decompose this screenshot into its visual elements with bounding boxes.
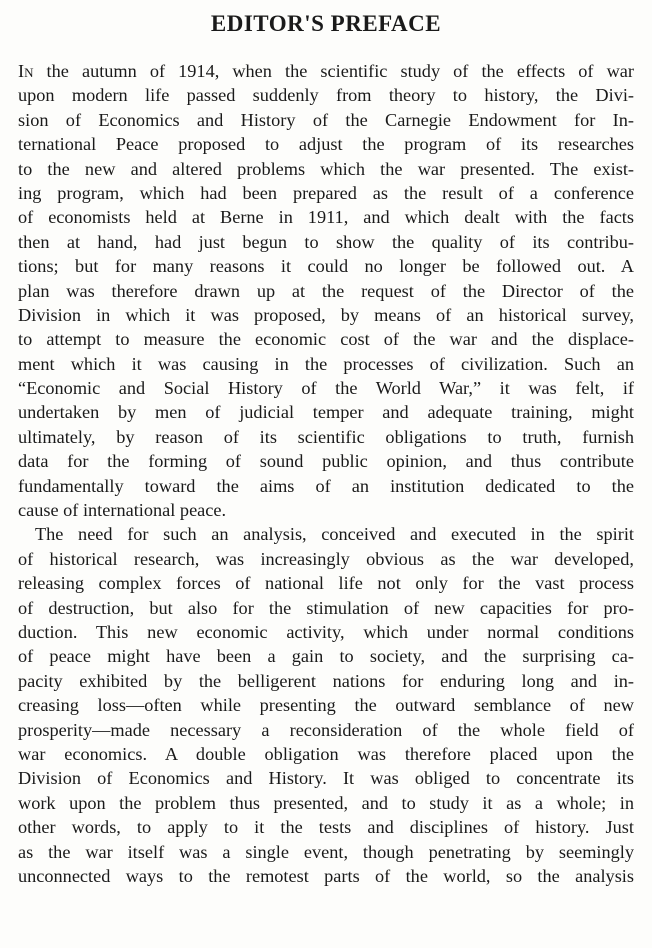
paragraph-1 bbox=[18, 59, 634, 522]
text-line: creasing loss—often while presenting the outward semblance of new bbox=[18, 695, 634, 716]
text-line: ultimately, by reason of its scientific obligations to truth, furnish bbox=[18, 426, 634, 447]
text-line: war economics. A double obligation was therefore placed upon the bbox=[18, 743, 634, 764]
text-line: The need for such an analysis, conceived and executed in the spirit bbox=[35, 524, 634, 545]
text-line: data for the forming of sound public opinion, and thus contribute bbox=[18, 451, 634, 472]
text-line: to attempt to measure the economic cost of the war and the displace- bbox=[18, 329, 634, 350]
text-line: “Economic and Social History of the World War,” it was felt, if bbox=[18, 378, 634, 399]
text-line: ing program, which had been prepared as the result of a conference bbox=[18, 182, 634, 203]
text-line: of economists held at Berne in 1911, and which dealt with the facts bbox=[18, 207, 634, 228]
text-line: of peace might have been a gain to society, and the surprising ca- bbox=[18, 646, 634, 667]
text-line: as the war itself was a single event, though penetrating by seemingly bbox=[18, 841, 634, 862]
text-line bbox=[18, 59, 634, 83]
text-line: other words, to apply to it the tests and disciplines of history. Just bbox=[18, 817, 634, 838]
text-line: to the new and altered problems which the war presented. The exist- bbox=[18, 158, 634, 179]
text-line: plan was therefore drawn up at the request of the Director of the bbox=[18, 280, 634, 301]
text-line: prosperity—made necessary a reconsideration of the whole field of bbox=[18, 719, 634, 740]
drop-cap: In bbox=[18, 61, 34, 81]
text-line: of historical research, was increasingly obvious as the war developed, bbox=[18, 548, 634, 569]
text-line: pacity exhibited by the belligerent nations for enduring long and in- bbox=[18, 670, 634, 691]
text-line: cause of international peace. bbox=[18, 500, 227, 521]
text-line: tions; but for many reasons it could no longer be followed out. A bbox=[18, 256, 634, 277]
text-line: undertaken by men of judicial temper and adequate training, might bbox=[18, 402, 634, 423]
text-line-content: the autumn of 1914, when the scientific study of the effects of war bbox=[33, 61, 634, 81]
text-line: of destruction, but also for the stimulation of new capacities for pro- bbox=[18, 597, 634, 618]
text-line: releasing complex forces of national life not only for the vast process bbox=[18, 573, 634, 594]
text-line: fundamentally toward the aims of an institution dedicated to the bbox=[18, 475, 634, 496]
text-line: duction. This new economic activity, which under normal conditions bbox=[18, 621, 634, 642]
text-line: unconnected ways to the remotest parts of the world, so the analysis bbox=[18, 865, 634, 886]
text-line: Division in which it was proposed, by means of an historical survey, bbox=[18, 304, 634, 325]
text-line: then at hand, had just begun to show the quality of its contribu- bbox=[18, 231, 634, 252]
text-line: Division of Economics and History. It was obliged to concentrate its bbox=[18, 768, 634, 789]
paragraph-2 bbox=[18, 522, 634, 888]
text-line: work upon the problem thus presented, and to study it as a whole; in bbox=[18, 792, 634, 813]
page-title: EDITOR'S PREFACE bbox=[210, 11, 442, 36]
text-line: upon modern life passed suddenly from theory to history, the Divi- bbox=[18, 85, 634, 106]
text-line: ternational Peace proposed to adjust the program of its researches bbox=[18, 134, 634, 155]
text-line: sion of Economics and History of the Carnegie Endowment for In- bbox=[18, 109, 634, 130]
body-text bbox=[18, 59, 634, 888]
text-line: ment which it was causing in the processes of civilization. Such an bbox=[18, 353, 634, 374]
